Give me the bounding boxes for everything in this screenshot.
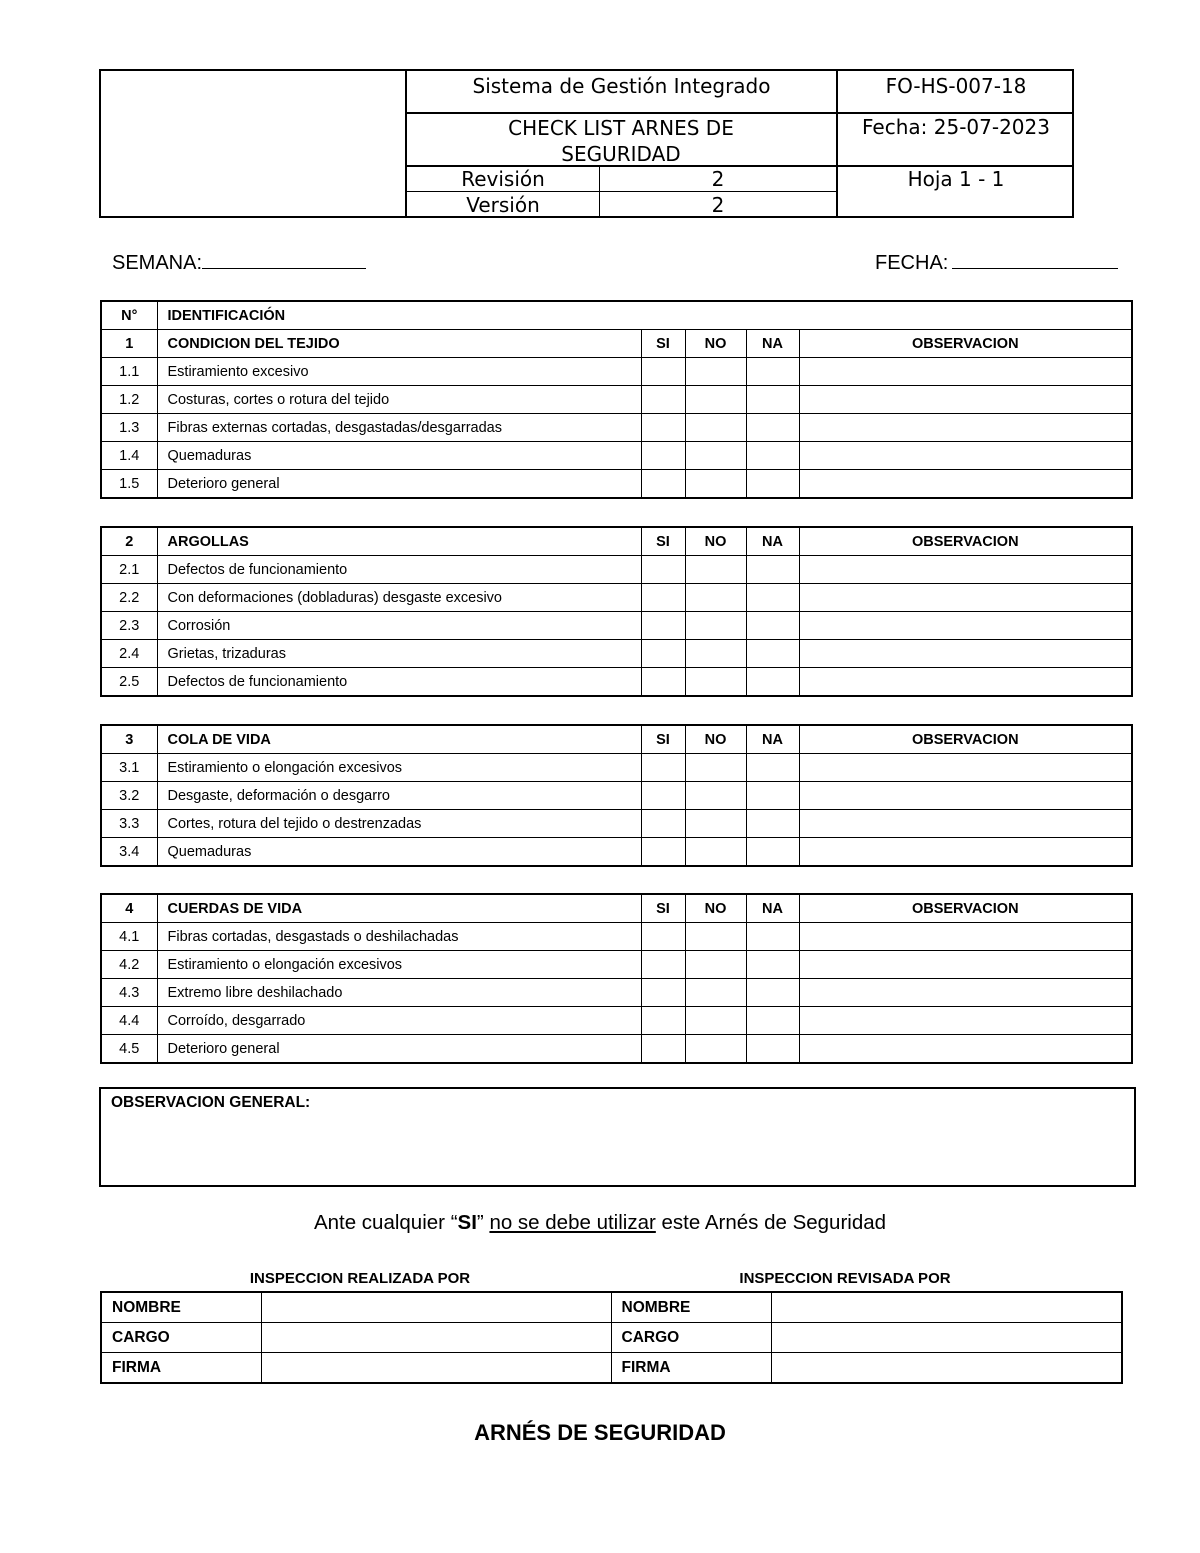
observacion-cell[interactable] [799,951,1132,979]
na-header: NA [746,527,799,556]
observacion-cell[interactable] [799,754,1132,782]
no-header: NO [685,894,746,923]
si-cell[interactable] [641,470,685,499]
observacion-general-box[interactable] [99,1087,1136,1187]
table-row [101,556,1132,584]
observacion-cell[interactable] [799,810,1132,838]
no-cell[interactable] [685,358,746,386]
warning-pre: Ante cualquier “ [313,1211,458,1234]
na-cell[interactable] [746,810,799,838]
section-title: ARGOLLAS [157,527,641,556]
si-cell[interactable] [641,414,685,442]
table-row [101,951,1132,979]
na-header: NA [746,894,799,923]
table-row [101,358,1132,386]
cargo-label: CARGO [611,1323,771,1353]
na-cell[interactable] [746,1035,799,1064]
si-cell[interactable] [641,640,685,668]
si-cell[interactable] [641,923,685,951]
item-number: 4.4 [101,1007,157,1035]
cargo-realizada-field[interactable] [261,1323,611,1353]
checklist-table-3 [100,724,1133,867]
fecha-field [875,250,1118,275]
na-cell[interactable] [746,584,799,612]
item-number: 3.4 [101,838,157,867]
item-number: 2.3 [101,612,157,640]
item-text: Cortes, rotura del tejido o destrenzadas [157,810,641,838]
item-text: Quemaduras [157,838,641,867]
observacion-header: OBSERVACION [799,527,1132,556]
version-label: Versión [466,193,540,217]
item-text: Costuras, cortes o rotura del tejido [157,386,641,414]
item-text: Desgaste, deformación o desgarro [157,782,641,810]
observacion-cell[interactable] [799,640,1132,668]
item-text: Estiramiento o elongación excesivos [157,951,641,979]
observacion-cell[interactable] [799,556,1132,584]
table-header-row [101,301,1132,330]
na-cell[interactable] [746,442,799,470]
nombre-realizada-field[interactable] [261,1292,611,1323]
na-cell[interactable] [746,668,799,697]
revision-label: Revisión [461,167,545,191]
checklist-table-2 [100,526,1133,697]
signature-row [101,1292,1122,1323]
item-number: 1.1 [101,358,157,386]
item-text: Defectos de funcionamiento [157,556,641,584]
item-text: Fibras externas cortadas, desgastadas/desgarradas [157,414,641,442]
si-cell[interactable] [641,668,685,697]
nombre-label: NOMBRE [611,1292,771,1323]
table-row [101,584,1132,612]
observacion-cell[interactable] [799,442,1132,470]
observacion-cell[interactable] [799,668,1132,697]
observacion-cell[interactable] [799,414,1132,442]
section-number: 3 [101,725,157,754]
no-cell[interactable] [685,979,746,1007]
no-cell[interactable] [685,584,746,612]
section-header-row [101,725,1132,754]
section-header-row [101,330,1132,358]
table-row [101,386,1132,414]
table-row [101,442,1132,470]
no-cell[interactable] [685,782,746,810]
item-number: 1.3 [101,414,157,442]
no-header: NO [685,330,746,358]
item-text: Corrosión [157,612,641,640]
no-cell[interactable] [685,612,746,640]
si-cell[interactable] [641,358,685,386]
item-number: 4.5 [101,1035,157,1064]
na-cell[interactable] [746,782,799,810]
document-header [99,69,1074,218]
table-row [101,612,1132,640]
fecha-blank[interactable] [952,250,1118,269]
nombre-revisada-field[interactable] [771,1292,1122,1323]
na-cell[interactable] [746,640,799,668]
section-number: 1 [101,330,157,358]
item-number: 3.2 [101,782,157,810]
table-row [101,414,1132,442]
observacion-cell[interactable] [799,470,1132,499]
no-cell[interactable] [685,470,746,499]
si-cell[interactable] [641,782,685,810]
checklist-table-4 [100,893,1133,1064]
table-row [101,1007,1132,1035]
document-title: CHECK LIST ARNES DE SEGURIDAD [508,116,734,166]
item-text: Defectos de funcionamiento [157,668,641,697]
item-text: Grietas, trizaduras [157,640,641,668]
system-name: Sistema de Gestión Integrado [472,74,771,98]
no-cell[interactable] [685,810,746,838]
observacion-cell[interactable] [799,612,1132,640]
si-cell[interactable] [641,556,685,584]
firma-label: FIRMA [101,1353,261,1384]
item-number: 1.2 [101,386,157,414]
si-cell[interactable] [641,951,685,979]
item-number: 2.4 [101,640,157,668]
item-text: Corroído, desgarrado [157,1007,641,1035]
section-header-row [101,527,1132,556]
cargo-revisada-field[interactable] [771,1323,1122,1353]
observacion-cell[interactable] [799,838,1132,867]
si-cell[interactable] [641,584,685,612]
item-number: 3.1 [101,754,157,782]
page-number: Hoja 1 - 1 [907,167,1005,191]
observacion-cell[interactable] [799,358,1132,386]
observacion-cell[interactable] [799,923,1132,951]
si-cell[interactable] [641,1035,685,1064]
item-text: Con deformaciones (dobladuras) desgaste excesivo [157,584,641,612]
firma-label: FIRMA [611,1353,771,1384]
semana-label: SEMANA: [112,252,203,274]
na-cell[interactable] [746,470,799,499]
table-row [101,640,1132,668]
document-date: Fecha: 25-07-2023 [862,115,1050,139]
observacion-cell[interactable] [799,584,1132,612]
checklist-table-1 [100,300,1133,499]
no-header: NO [685,527,746,556]
item-text: Fibras cortadas, desgastads o deshilachadas [157,923,641,951]
observacion-header: OBSERVACION [799,725,1132,754]
si-header: SI [641,894,685,923]
observacion-cell[interactable] [799,979,1132,1007]
item-text: Extremo libre deshilachado [157,979,641,1007]
item-number: 2.2 [101,584,157,612]
item-number: 2.1 [101,556,157,584]
table-row [101,838,1132,867]
section-header-row [101,894,1132,923]
na-cell[interactable] [746,923,799,951]
table-row [101,810,1132,838]
si-header: SI [641,527,685,556]
item-text: Estiramiento o elongación excesivos [157,754,641,782]
si-cell[interactable] [641,979,685,1007]
na-cell[interactable] [746,1007,799,1035]
no-cell[interactable] [685,1007,746,1035]
section-title: CUERDAS DE VIDA [157,894,641,923]
table-row [101,754,1132,782]
inspeccion-realizada-heading: INSPECCION REALIZADA POR [249,1270,471,1287]
observacion-header: OBSERVACION [799,894,1132,923]
item-number: 1.4 [101,442,157,470]
na-cell[interactable] [746,556,799,584]
si-cell[interactable] [641,838,685,867]
si-cell[interactable] [641,386,685,414]
na-cell[interactable] [746,754,799,782]
si-cell[interactable] [641,442,685,470]
na-cell[interactable] [746,358,799,386]
table-row [101,979,1132,1007]
no-cell[interactable] [685,556,746,584]
table-row [101,923,1132,951]
no-cell[interactable] [685,951,746,979]
observacion-cell[interactable] [799,1035,1132,1064]
revision-value: 2 [711,167,725,191]
warning-post: este Arnés de Seguridad [655,1211,887,1234]
fecha-label: FECHA: [875,252,949,274]
item-number: 1.5 [101,470,157,499]
identificacion-header: IDENTIFICACIÓN [157,301,1132,330]
item-text: Deterioro general [157,1035,641,1064]
item-text: Quemaduras [157,442,641,470]
warning-si: SI [457,1211,477,1234]
cargo-label: CARGO [101,1323,261,1353]
na-cell[interactable] [746,386,799,414]
firma-revisada-field[interactable] [771,1353,1122,1384]
observacion-cell[interactable] [799,782,1132,810]
na-cell[interactable] [746,951,799,979]
na-cell[interactable] [746,612,799,640]
item-text: Deterioro general [157,470,641,499]
item-text: Estiramiento excesivo [157,358,641,386]
signature-row [101,1353,1122,1384]
no-cell[interactable] [685,1035,746,1064]
warning-mid: ” [476,1211,490,1234]
no-cell[interactable] [685,442,746,470]
observacion-cell[interactable] [799,1007,1132,1035]
si-header: SI [641,725,685,754]
no-cell[interactable] [685,838,746,867]
na-cell[interactable] [746,979,799,1007]
table-row [101,782,1132,810]
firma-realizada-field[interactable] [261,1353,611,1384]
item-number: 4.3 [101,979,157,1007]
num-header: N° [101,301,157,330]
no-cell[interactable] [685,386,746,414]
table-row [101,470,1132,499]
na-cell[interactable] [746,414,799,442]
na-header: NA [746,725,799,754]
inspeccion-revisada-heading: INSPECCION REVISADA POR [739,1270,951,1287]
warning-text [0,1211,1200,1235]
observacion-header: OBSERVACION [799,330,1132,358]
observacion-cell[interactable] [799,386,1132,414]
section-title: CONDICION DEL TEJIDO [157,330,641,358]
na-header: NA [746,330,799,358]
nombre-label: NOMBRE [101,1292,261,1323]
si-cell[interactable] [641,754,685,782]
si-cell[interactable] [641,612,685,640]
footer-title: ARNÉS DE SEGURIDAD [474,1420,726,1445]
semana-blank[interactable] [202,250,366,269]
no-cell[interactable] [685,640,746,668]
na-cell[interactable] [746,838,799,867]
signature-table [100,1291,1123,1384]
item-number: 4.1 [101,923,157,951]
item-number: 2.5 [101,668,157,697]
warning-underlined: no se debe utilizar [489,1211,656,1234]
no-cell[interactable] [685,923,746,951]
no-cell[interactable] [685,754,746,782]
item-number: 3.3 [101,810,157,838]
document-code: FO-HS-007-18 [885,74,1027,98]
version-value: 2 [711,193,725,217]
section-number: 4 [101,894,157,923]
no-cell[interactable] [685,414,746,442]
table-row [101,1035,1132,1064]
semana-field [112,250,366,275]
si-header: SI [641,330,685,358]
si-cell[interactable] [641,1007,685,1035]
section-number: 2 [101,527,157,556]
no-header: NO [685,725,746,754]
section-title: COLA DE VIDA [157,725,641,754]
si-cell[interactable] [641,810,685,838]
no-cell[interactable] [685,668,746,697]
signature-row [101,1323,1122,1353]
table-row [101,668,1132,697]
observacion-general-label: OBSERVACION GENERAL: [111,1094,311,1111]
item-number: 4.2 [101,951,157,979]
